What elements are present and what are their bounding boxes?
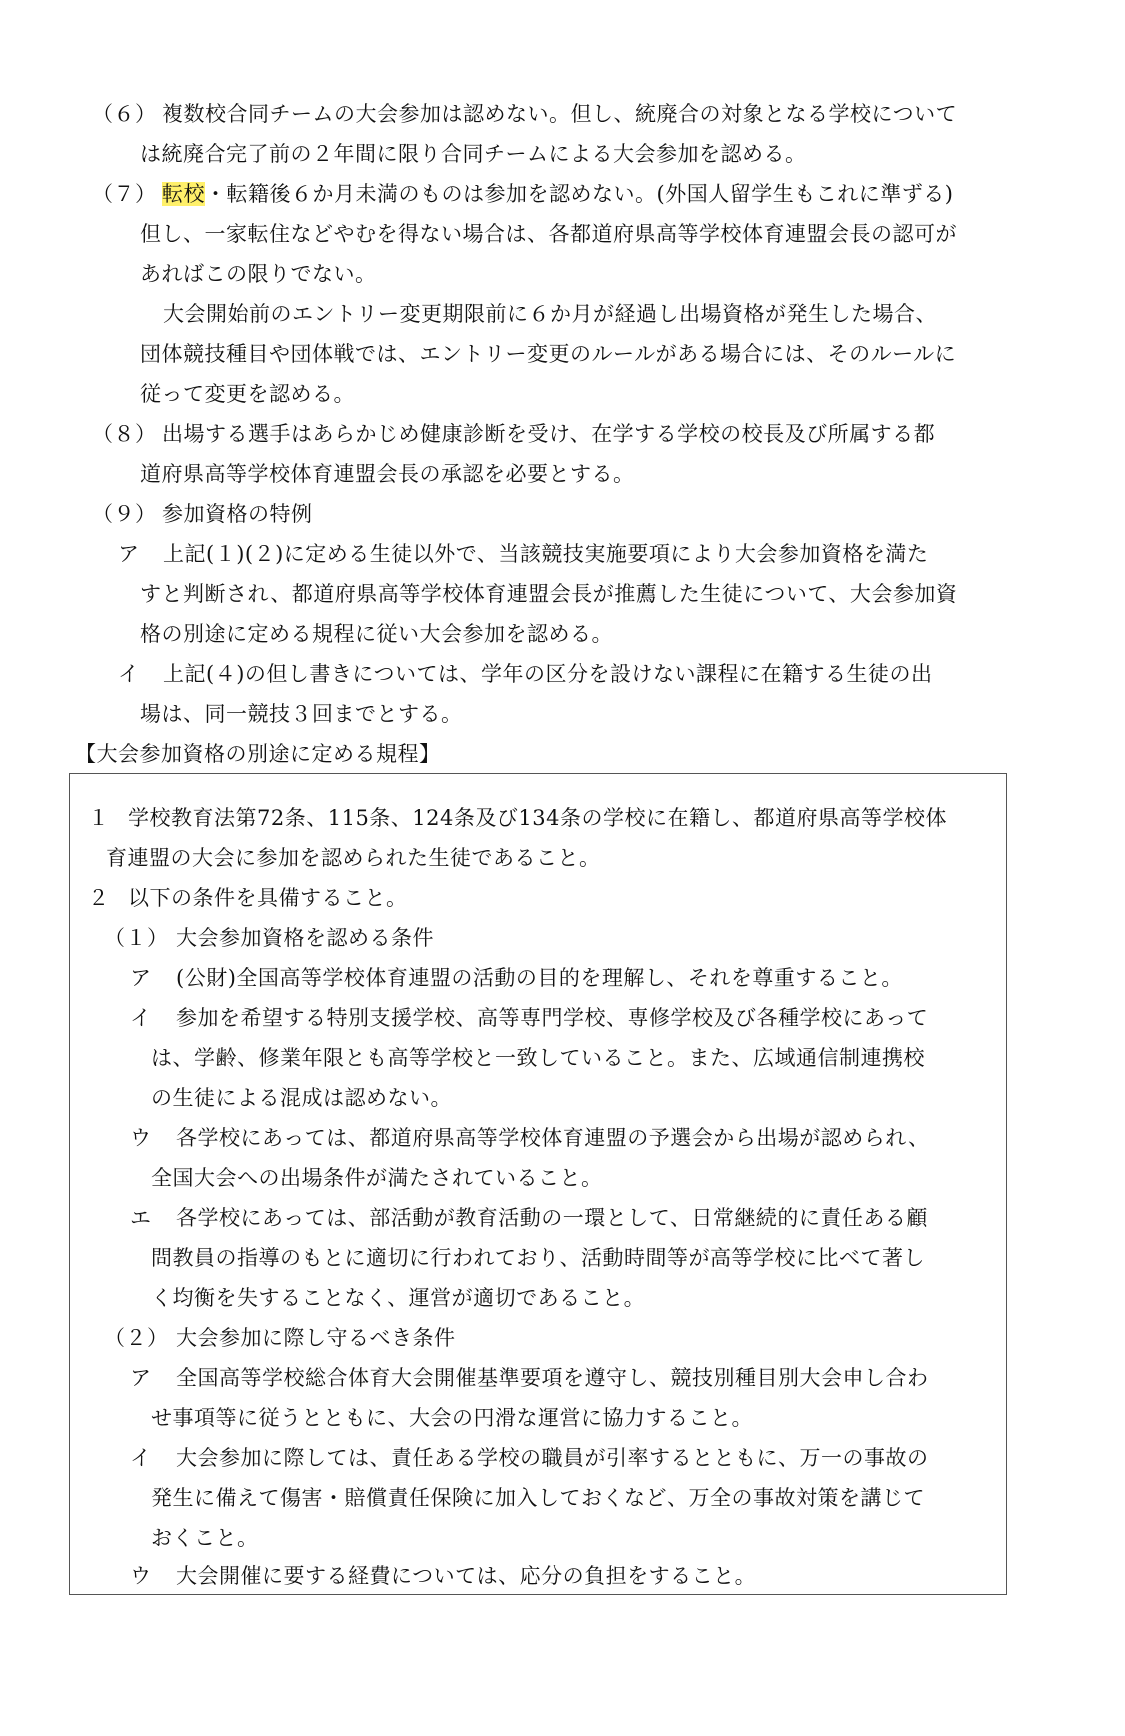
section-9-a-line-1 — [118, 540, 928, 568]
section-8-line-1 — [92, 420, 935, 448]
section-7-line-4: 大会開始前のエントリー変更期限前に６か月が経過し出場資格が発生した場合、 — [163, 302, 937, 326]
cond-2-i-mark: イ — [130, 1446, 152, 1470]
cond-2-a-text-1: 全国高等学校総合体育大会開催基準要項を遵守し、競技別種目別大会申し合わ — [176, 1366, 929, 1390]
section-7-line-2: 但し、一家転住などやむを得ない場合は、各都道府県高等学校体育連盟会長の認可が — [140, 222, 957, 246]
section-9-number: （９） — [92, 502, 157, 526]
rule-1-line-2: 育連盟の大会に参加を認められた生徒であること。 — [106, 846, 601, 870]
rule-1-text-1: 学校教育法第72条、115条、124条及び134条の学校に在籍し、都道府県高等学校体 — [128, 806, 947, 830]
cond-1-a-line-1 — [130, 964, 903, 992]
section-8-line-2: 道府県高等学校体育連盟会長の承認を必要とする。 — [140, 462, 635, 486]
cond-1-e-line-3: く均衡を失することなく、運営が適切であること。 — [151, 1286, 646, 1310]
cond-1-e-text-1: 各学校にあっては、部活動が教育活動の一環として、日常継続的に責任ある顧 — [176, 1206, 928, 1230]
cond-1-number: （１） — [104, 926, 169, 950]
section-9-i-line-2: 場は、同一競技３回までとする。 — [140, 702, 463, 726]
cond-1-e-mark: エ — [130, 1206, 152, 1230]
section-9-title: 参加資格の特例 — [162, 502, 313, 526]
rule-2-number: ２ — [88, 886, 110, 910]
section-7-number: （７） — [92, 182, 157, 206]
section-9-a-text-1: 上記(１)(２)に定める生徒以外で、当該競技実施要項により大会参加資格を満た — [163, 542, 929, 566]
cond-2-i-line-3: おくこと。 — [151, 1526, 259, 1550]
section-6-number: （６） — [92, 102, 157, 126]
cond-2-title: 大会参加に際し守るべき条件 — [176, 1326, 456, 1350]
section-9-a-line-2: すと判断され、都道府県高等学校体育連盟会長が推薦した生徒について、大会参加資 — [140, 582, 958, 606]
cond-2-number: （２） — [104, 1326, 169, 1350]
cond-1-a-text-1: (公財)全国高等学校体育連盟の活動の目的を理解し、それを尊重すること。 — [176, 966, 903, 990]
section-9-a-mark: ア — [118, 542, 140, 566]
section-6-line-2: は統廃合完了前の２年間に限り合同チームによる大会参加を認める。 — [140, 142, 807, 166]
section-7-line-6: 従って変更を認める。 — [140, 382, 355, 406]
cond-1-i-line-3: の生徒による混成は認めない。 — [151, 1086, 452, 1110]
highlighted-text: 転校 — [162, 182, 205, 206]
cond-1-e-line-1 — [130, 1204, 928, 1232]
rule-2-title: 以下の条件を具備すること。 — [128, 886, 408, 910]
cond-1-title: 大会参加資格を認める条件 — [176, 926, 434, 950]
rules-heading: 【大会参加資格の別途に定める規程】 — [75, 742, 441, 766]
section-7-line-1 — [92, 180, 953, 208]
rule-1-line-1 — [88, 804, 947, 832]
cond-1-u-text-1: 各学校にあっては、都道府県高等学校体育連盟の予選会から出場が認められ、 — [176, 1126, 930, 1150]
section-9-title-line — [92, 500, 313, 528]
section-9-i-text-1: 上記(４)の但し書きについては、学年の区分を設けない課程に在籍する生徒の出 — [163, 662, 933, 686]
section-7-text-1: ・転籍後６か月未満のものは参加を認めない。(外国人留学生もこれに準ずる) — [205, 182, 954, 206]
section-9-i-line-1 — [118, 660, 932, 688]
cond-1-u-line-2: 全国大会への出場条件が満たされていること。 — [151, 1166, 603, 1190]
section-8-number: （８） — [92, 422, 157, 446]
cond-1-i-line-1 — [130, 1004, 928, 1032]
section-9-i-mark: イ — [118, 662, 140, 686]
section-7-line-5: 団体競技種目や団体戦では、エントリー変更のルールがある場合には、そのルールに — [140, 342, 957, 366]
cond-2-a-line-2: せ事項等に従うとともに、大会の円滑な運営に協力すること。 — [151, 1406, 753, 1430]
cond-2-u-text-1: 大会開催に要する経費については、応分の負担をすること。 — [176, 1564, 757, 1588]
cond-2-i-line-2: 発生に備えて傷害・賠償責任保険に加入しておくなど、万全の事故対策を講じて — [151, 1486, 925, 1510]
cond-1-e-line-2: 問教員の指導のもとに適切に行われており、活動時間等が高等学校に比べて著し — [151, 1246, 925, 1270]
cond-2-u-mark: ウ — [130, 1564, 152, 1588]
cond-2-a-mark: ア — [130, 1366, 152, 1390]
section-6-text-1: 複数校合同チームの大会参加は認めない。但し、統廃合の対象となる学校について — [162, 102, 958, 126]
cond-1-u-mark: ウ — [130, 1126, 152, 1150]
cond-1-i-mark: イ — [130, 1006, 152, 1030]
section-9-a-line-3: 格の別途に定める規程に従い大会参加を認める。 — [140, 622, 613, 646]
cond-1-a-mark: ア — [130, 966, 152, 990]
cond-2-i-line-1 — [130, 1444, 929, 1472]
section-6-line-1 — [92, 100, 957, 128]
cond-1-title-line — [104, 924, 434, 952]
cond-2-i-text-1: 大会参加に際しては、責任ある学校の職員が引率するとともに、万一の事故の — [176, 1446, 929, 1470]
cond-1-i-text-1: 参加を希望する特別支援学校、高等専門学校、専修学校及び各種学校にあって — [176, 1006, 929, 1030]
rule-2-line-1 — [88, 884, 408, 912]
cond-1-u-line-1 — [130, 1124, 930, 1152]
section-7-line-3: あればこの限りでない。 — [140, 262, 377, 286]
cond-2-title-line — [104, 1324, 456, 1352]
section-8-text-1: 出場する選手はあらかじめ健康診断を受け、在学する学校の校長及び所属する都 — [162, 422, 936, 446]
rule-1-number: １ — [88, 806, 110, 830]
cond-1-i-line-2: は、学齢、修業年限とも高等学校と一致していること。また、広域通信制連携校 — [151, 1046, 925, 1070]
cond-2-u-line-1 — [130, 1562, 756, 1590]
cond-2-a-line-1 — [130, 1364, 929, 1392]
